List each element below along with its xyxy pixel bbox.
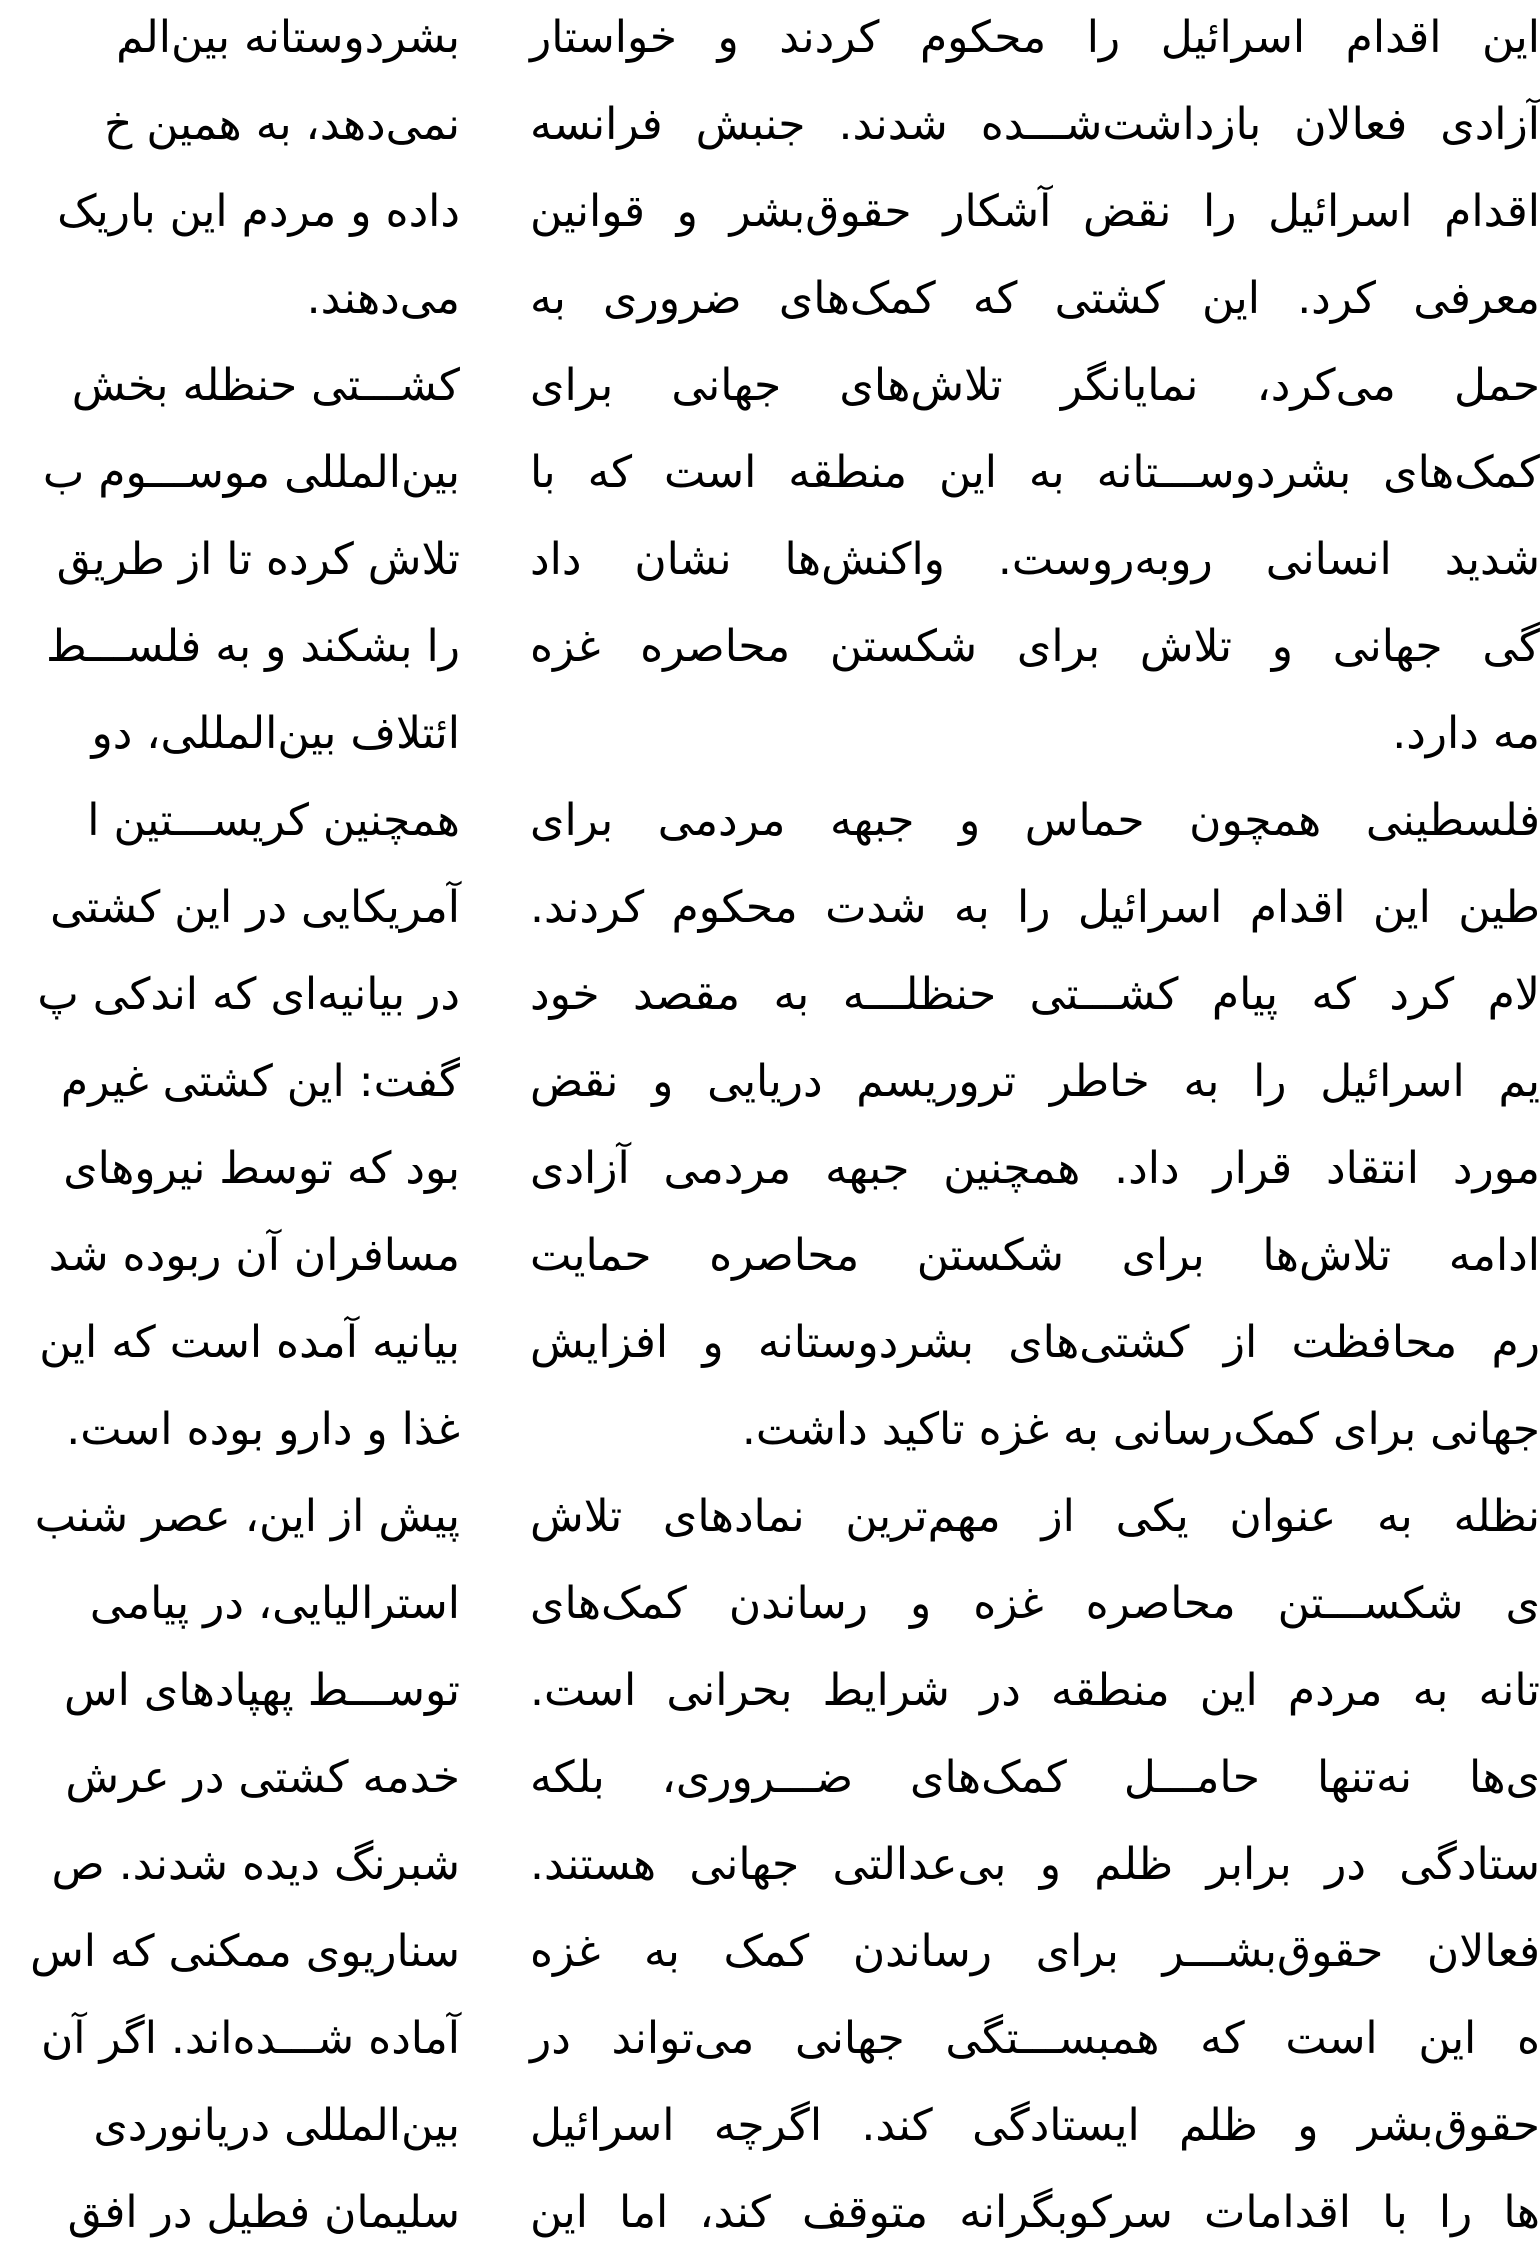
text-line: اقدام اسرائیل را نقض آشکار حقوق‌بشر و قوانین [530,186,1540,237]
text-line: کشـــتی حنظله بخش [71,360,460,411]
text-line: نظله به عنوان یکی از مهم‌ترین نمادهای تلاش [530,1491,1540,1542]
text-line: استرالیایی، در پیامی [89,1578,460,1629]
text-line: ادامه تلاش‌ها برای شکستن محاصره حمایت [530,1230,1540,1281]
text-line: بیانیه آمده است که این [39,1317,460,1368]
text-line: مسافران آن ربوده شد [48,1230,460,1281]
text-line: ی شکســـتن محاصره غزه و رساندن کمک‌های [530,1578,1540,1629]
text-line: شبرنگ دیده شدند. ص [51,1839,460,1890]
text-line: تانه به مردم این منطقه در شرایط بحرانی است. [530,1665,1540,1716]
text-line: آمریکایی در این کشتی [50,882,460,933]
text-line: ه این است که همبســـتگی جهانی می‌تواند در [530,2013,1540,2064]
text-line: تلاش کرده تا از طریق [56,534,460,585]
text-line: این اقدام اسرائیل را محکوم کردند و خواستار [530,12,1540,63]
text-line: ی‌ها نه‌تنها حامـــل کمک‌های ضـــروری، بلکه [530,1752,1540,1803]
right-column [530,0,1540,2256]
text-line: غذا و دارو بوده است. [66,1404,460,1455]
text-line: بود که توسط نیروهای [63,1143,460,1194]
text-line: معرفی کرد. این کشتی که کمک‌های ضروری به [530,273,1540,324]
text-line: آزادی فعالان بازداشت‌شـــده شدند. جنبش فرانسه [530,99,1540,150]
text-line: را بشکند و به فلســـط [46,621,460,672]
text-line: حقوق‌بشر و ظلم ایستادگی کند. اگرچه اسرائیل [530,2100,1540,2151]
text-line: همچنین کریســـتین ا [87,795,460,846]
text-line: خدمه کشتی در عرش [65,1752,460,1803]
text-line: مه دارد. [1392,708,1540,759]
text-line: ائتلاف بین‌المللی، دو [91,708,460,759]
text-line: گفت: این کشتی غیرم [60,1056,460,1107]
text-line: کمک‌های بشردوســـتانه به این منطقه است که با [530,447,1540,498]
text-line: داده و مردم این باریک [57,186,460,237]
text-line: یم اسرائیل را به خاطر تروریسم دریایی و نقض [530,1056,1540,1107]
text-line: گی جهانی و تلاش برای شکستن محاصره غزه [530,621,1540,672]
text-line: سلیمان فطیل در افق [67,2187,460,2238]
text-line: ها را با اقدامات سرکوبگرانه متوقف کند، اما این [530,2187,1540,2238]
text-line: توســـط پهپادهای اس [63,1665,460,1716]
text-line: آماده شـــده‌اند. اگر آن [40,2013,460,2064]
text-line: بشردوستانه بین‌الم [116,12,460,63]
text-line: طین این اقدام اسرائیل را به شدت محکوم کردند. [530,882,1540,933]
text-line: فلسطینی همچون حماس و جبهه مردمی برای [530,795,1540,846]
text-line: حمل می‌کرد، نمایانگر تلاش‌های جهانی برای [530,360,1540,411]
left-column [0,0,460,2256]
text-line: پیش از این، عصر شنب [34,1491,460,1542]
text-line: سناریوی ممکنی که اس [30,1926,460,1977]
text-line: جهانی برای کمک‌رسانی به غزه تاکید داشت. [741,1404,1540,1455]
text-line: لام کرد که پیام کشـــتی حنظلـــه به مقصد خود [530,969,1540,1020]
text-line: مورد انتقاد قرار داد. همچنین جبهه مردمی آزادی [530,1143,1540,1194]
text-line: شدید انسانی روبه‌روست. واکنش‌ها نشان داد [530,534,1540,585]
text-line: رم محافظت از کشتی‌های بشردوستانه و افزایش [530,1317,1540,1368]
text-line: ستادگی در برابر ظلم و بی‌عدالتی جهانی هستند. [530,1839,1540,1890]
text-line: می‌دهند. [306,273,460,324]
text-line: در بیانیه‌ای که اندکی پ [37,969,460,1020]
text-line: نمی‌دهد، به همین خ [103,99,460,150]
text-line: بین‌المللی دریانوردی [93,2100,460,2151]
text-line: فعالان حقوق‌بشـــر برای رساندن کمک به غزه [530,1926,1540,1977]
text-line: بین‌المللی موســـوم ب [42,447,460,498]
